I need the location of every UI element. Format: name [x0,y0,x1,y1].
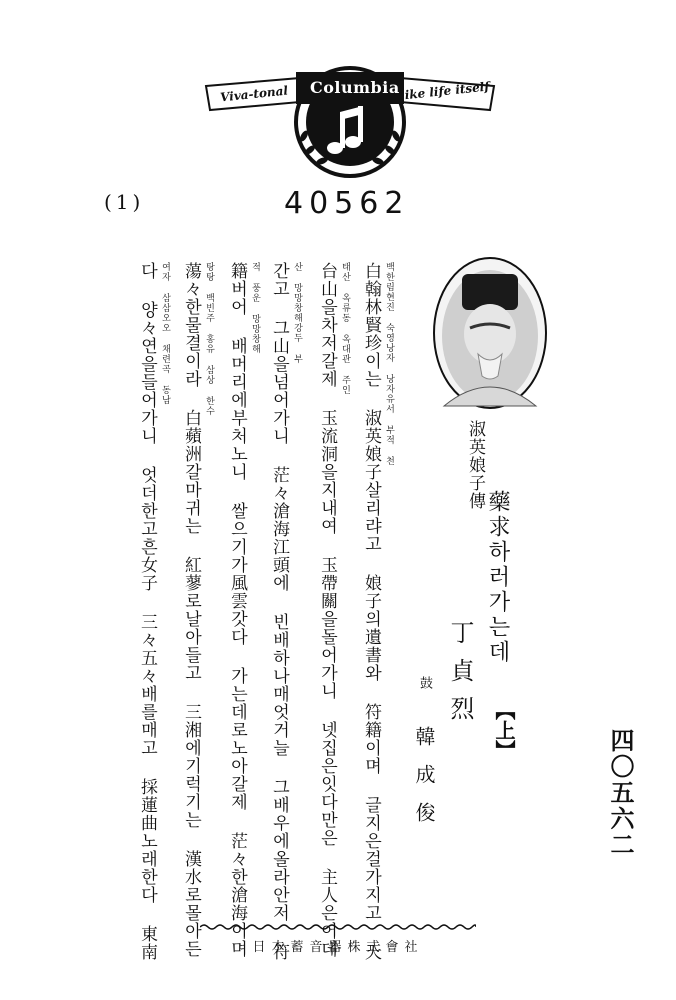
columbia-emblem-icon [200,56,500,178]
logo-right-text: like life itself [399,79,491,103]
page-index: (1) [104,190,145,214]
lyrics-line: 다 양々연을들어가니 엇더한고흔女子 三々五々배를매고 採蓮曲노래한다 東南 [137,262,157,961]
drummer-name: 韓成俊 [412,726,436,840]
lyrics-gloss: 여자 삼삼오오 채련곡 동남 [160,262,170,405]
singer-name: 丁貞烈 [446,620,474,734]
lyrics-gloss: 적 풍운 망망창해 [250,262,260,354]
lyrics-line: 台山을차저갈제 玉流洞을지내여 玉帶關을돌어가니 넷집은잇다만은 主人은어데 [317,262,337,958]
drummer-role: 鼓 [417,676,432,689]
lyrics-gloss: 탕탕 백빈주 홍유 삼상 한수 [204,262,214,416]
story-title: 淑英娘子傳 [465,420,485,510]
catalog-number-hanja: 四〇五六二 [606,728,635,858]
lyrics-line: 白翰林賢珍이는 淑英娘子살리랴고 娘子의遺書와 符籍이며 글지은걸가지고 天 [361,262,381,961]
lyrics-gloss: 산 망망창해강두 부 [292,262,302,364]
lyrics-line: 간고 그山을넘어가니 茫々滄海江頭에 빈배하나매엇거늘 그배우에올라안저 符 [269,262,289,961]
lyrics-gloss: 백한림현진 숙영낭자 낭자유서 부적 천 [384,262,394,466]
columbia-logo [200,56,500,178]
portrait-photo-icon [432,256,548,410]
logo-brand-text: Columbia [310,78,400,97]
part-marker: 【上】 [492,700,516,760]
catalog-number: 40562 [284,186,410,221]
lyrics-line: 蕩々한물결이라 白蘋洲갈마귀는 紅蓼로날아들고 三湘에기럭기는 漢水로몰아든 [181,262,201,958]
footer-divider [200,922,476,932]
lyrics-line: 籍버어 배머리에부처노니 쌀으기가風雲갓다 가는데로노아갈제 茫々한滄海이며 [227,262,247,958]
lyrics-gloss: 태산 옥류동 옥대관 주인 [340,262,350,395]
logo-left-text: Viva-tonal [219,83,289,105]
singer-portrait [432,256,548,410]
chapter-title: 藥求하러가는데 [485,490,510,665]
publisher-name: 日本蓄音器株式會社 [252,940,424,955]
